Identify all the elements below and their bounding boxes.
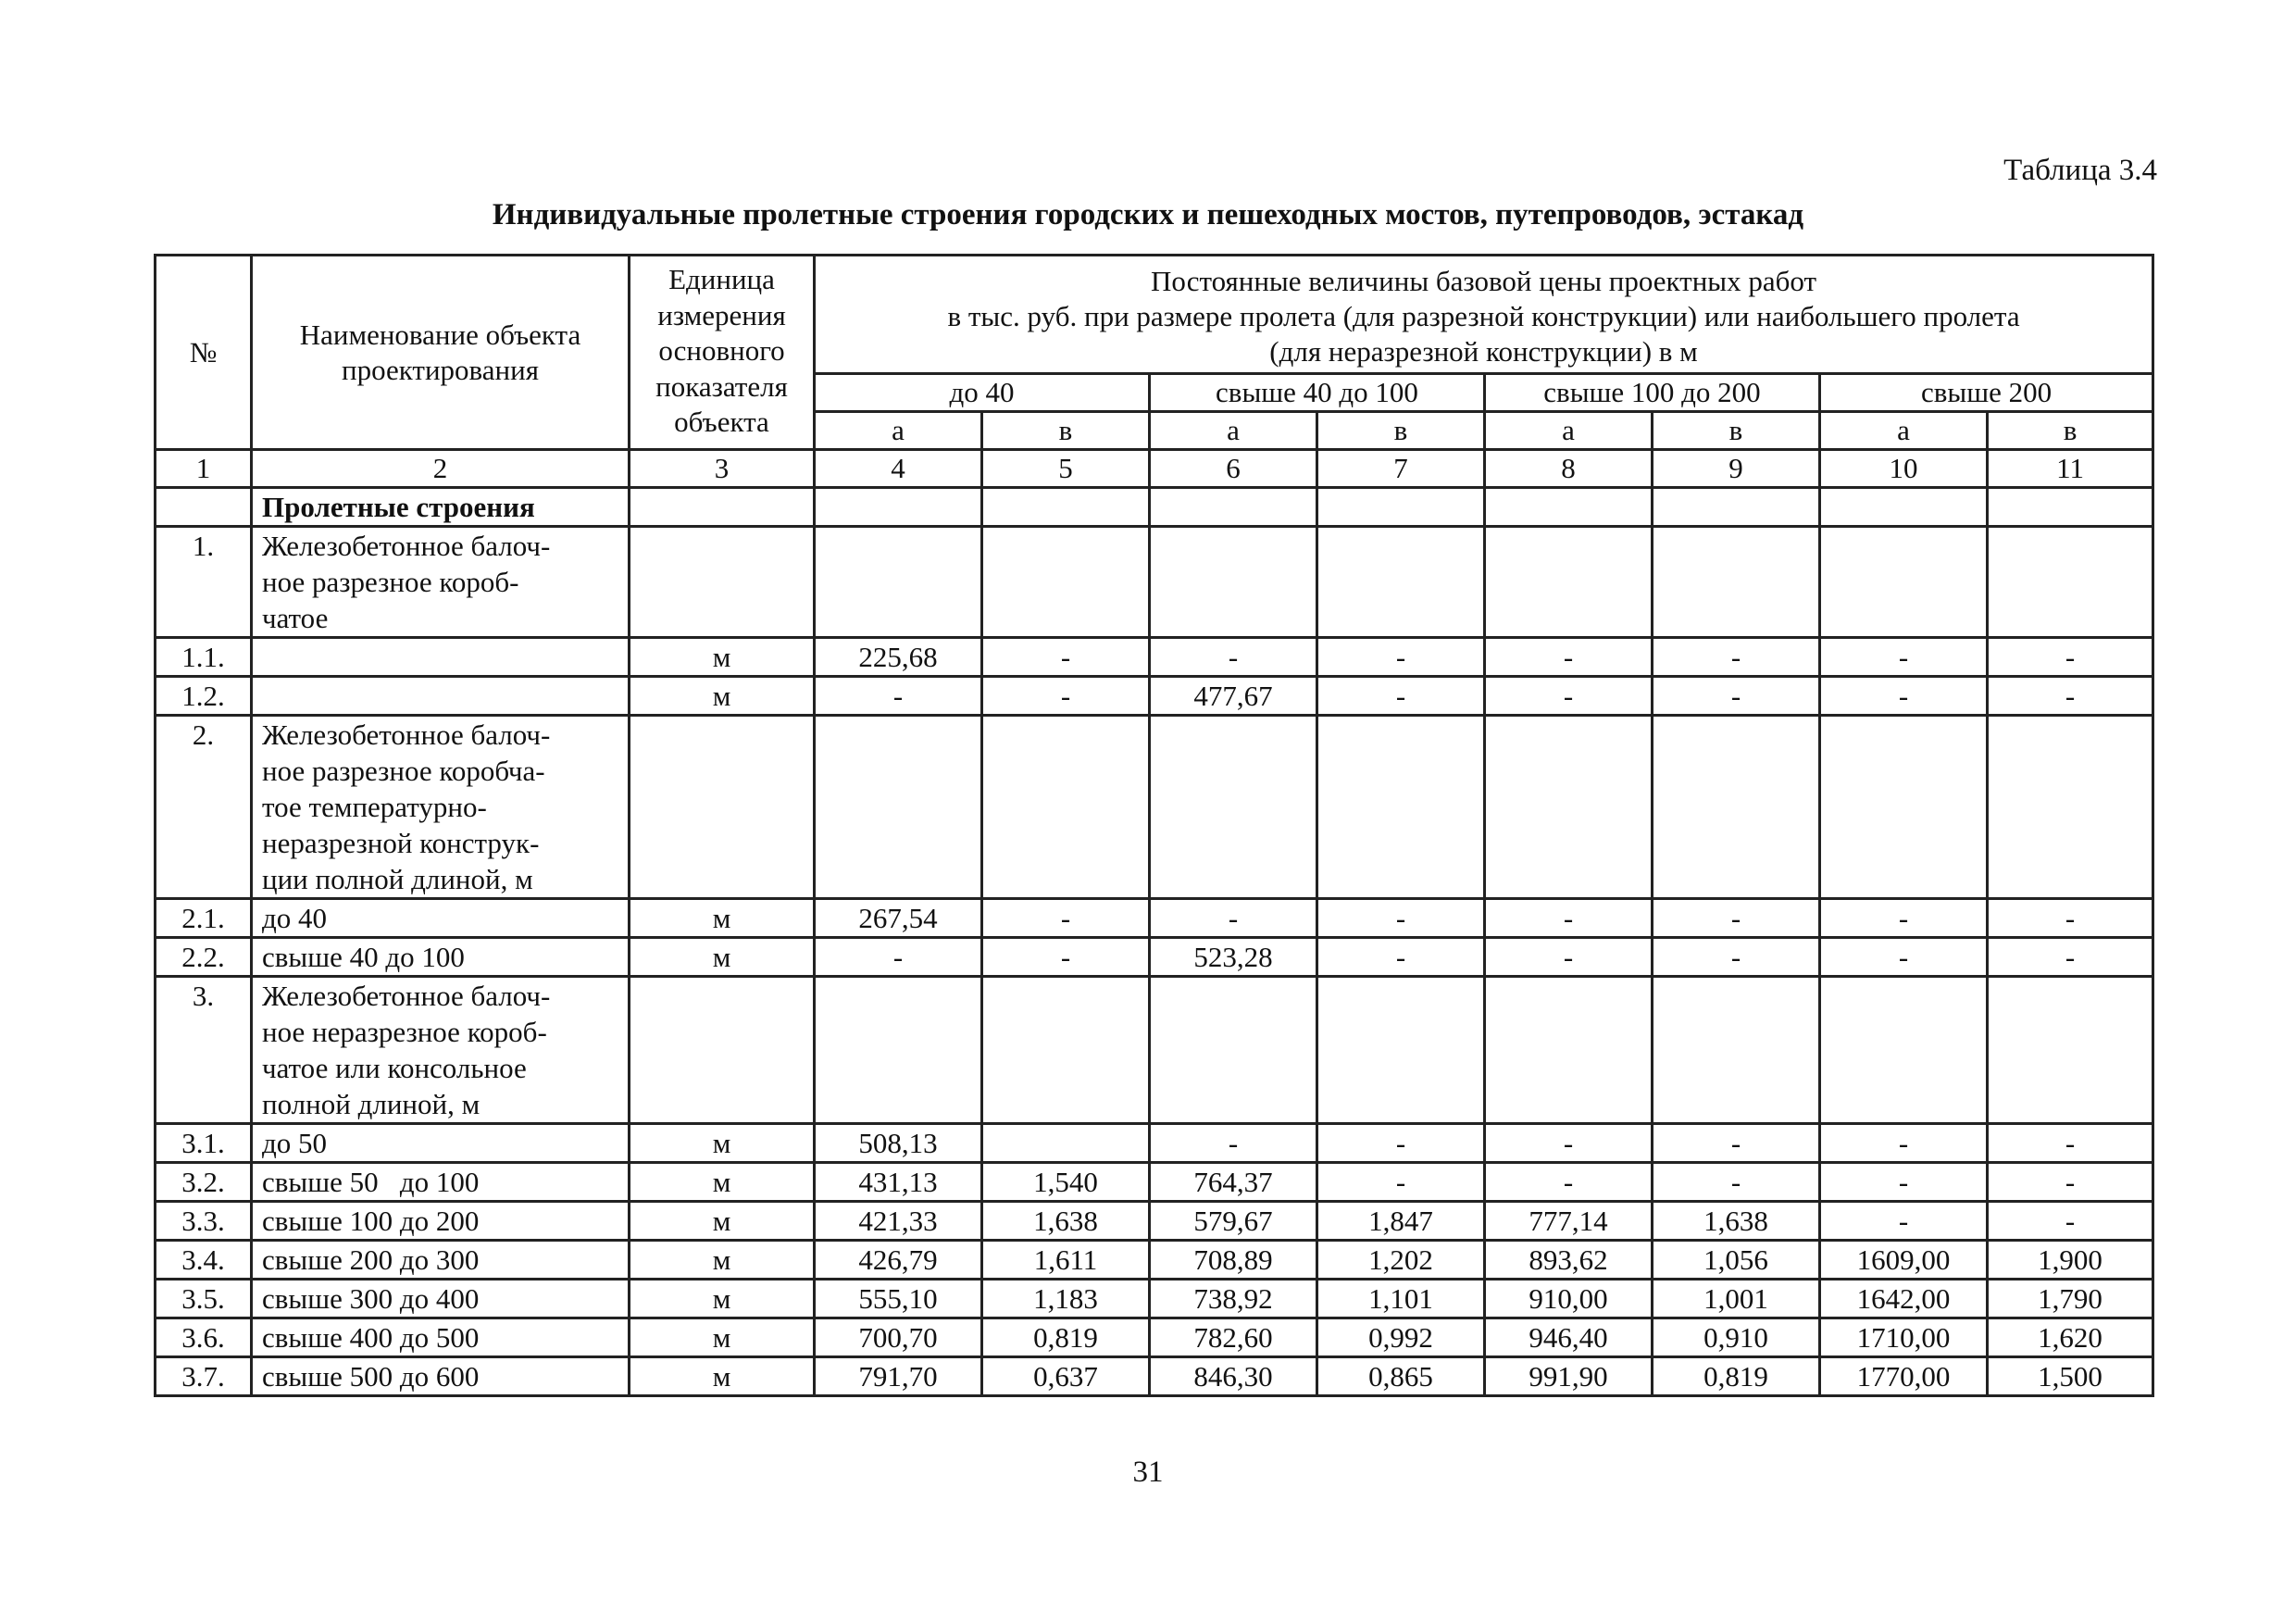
table-row	[156, 677, 2153, 716]
row-unit	[630, 716, 815, 899]
value-cell: -	[1317, 899, 1485, 938]
value-cell: 910,00	[1485, 1280, 1653, 1318]
header-ab: в	[1317, 412, 1485, 450]
row-unit: м	[630, 1357, 815, 1396]
value-cell	[1317, 716, 1485, 899]
value-cell: -	[1485, 1124, 1653, 1163]
row-unit: м	[630, 899, 815, 938]
table-row	[156, 938, 2153, 977]
row-name-line: свыше 400 до 500	[262, 1321, 480, 1354]
header-no: №	[156, 256, 252, 450]
value-cell: -	[982, 938, 1150, 977]
value-cell: -	[1988, 1202, 2153, 1241]
header-ab: а	[1485, 412, 1653, 450]
value-cell	[815, 977, 982, 1124]
row-number: 3.	[156, 977, 252, 1124]
value-cell: 421,33	[815, 1202, 982, 1241]
value-cell	[982, 527, 1150, 638]
row-name-line: свыше 40 до 100	[262, 941, 465, 973]
row-number: 3.6.	[156, 1318, 252, 1357]
col-number: 9	[1653, 450, 1820, 488]
row-unit: м	[630, 638, 815, 677]
value-cell: 555,10	[815, 1280, 982, 1318]
value-cell: -	[1653, 938, 1820, 977]
value-cell	[1150, 716, 1317, 899]
value-cell: 1,540	[982, 1163, 1150, 1202]
table-row	[156, 899, 2153, 938]
value-cell: 1,611	[982, 1241, 1150, 1280]
row-name	[252, 1357, 630, 1396]
row-number: 1.1.	[156, 638, 252, 677]
header-ab: в	[1653, 412, 1820, 450]
value-cell: -	[1820, 1124, 1988, 1163]
row-number: 1.	[156, 527, 252, 638]
value-cell: 1642,00	[1820, 1280, 1988, 1318]
value-cell: 0,637	[982, 1357, 1150, 1396]
value-cell: -	[1988, 677, 2153, 716]
value-cell	[1485, 977, 1653, 1124]
header-range: свыше 100 до 200	[1485, 374, 1820, 412]
row-number: 2.2.	[156, 938, 252, 977]
row-name-line: Железобетонное балоч-	[262, 530, 551, 562]
value-cell: 1770,00	[1820, 1357, 1988, 1396]
section-no-cell	[156, 488, 252, 527]
table-row	[156, 977, 2153, 1124]
value-cell	[1653, 527, 1820, 638]
value-cell: 700,70	[815, 1318, 982, 1357]
col-number: 11	[1988, 450, 2153, 488]
col-number: 10	[1820, 450, 1988, 488]
value-cell	[1653, 716, 1820, 899]
table-row	[156, 1280, 2153, 1318]
value-cell: -	[815, 938, 982, 977]
value-cell: -	[1150, 899, 1317, 938]
row-name	[252, 1163, 630, 1202]
value-cell: 1,638	[1653, 1202, 1820, 1241]
value-cell: -	[1988, 1163, 2153, 1202]
value-cell: 431,13	[815, 1163, 982, 1202]
col-number: 3	[630, 450, 815, 488]
value-cell: 782,60	[1150, 1318, 1317, 1357]
value-cell: 764,37	[1150, 1163, 1317, 1202]
value-cell: -	[1653, 677, 1820, 716]
row-name-line: чатое	[262, 602, 329, 634]
row-name	[252, 638, 630, 677]
value-cell: 846,30	[1150, 1357, 1317, 1396]
value-cell	[815, 716, 982, 899]
row-name	[252, 899, 630, 938]
col-number: 1	[156, 450, 252, 488]
header-ab: в	[1988, 412, 2153, 450]
row-name	[252, 1241, 630, 1280]
row-name-line	[262, 639, 618, 675]
page-number: 31	[1132, 1455, 1164, 1489]
table-row	[156, 1163, 2153, 1202]
header-row-col-numbers	[156, 450, 2153, 488]
value-cell: -	[1485, 899, 1653, 938]
row-number: 3.4.	[156, 1241, 252, 1280]
empty-cell	[1653, 488, 1820, 527]
value-cell: -	[1317, 638, 1485, 677]
row-unit: м	[630, 1163, 815, 1202]
value-cell: 1,638	[982, 1202, 1150, 1241]
empty-cell	[630, 488, 815, 527]
value-cell: 946,40	[1485, 1318, 1653, 1357]
table-row	[156, 1318, 2153, 1357]
table-title: Индивидуальные пролетные строения городских и пешеходных мостов, путепроводов, эстакад	[492, 198, 1804, 231]
header-unit	[630, 256, 815, 450]
value-cell: 0,819	[982, 1318, 1150, 1357]
header-const-line: (для неразрезной конструкции) в м	[1269, 335, 1698, 368]
header-name	[252, 256, 630, 450]
section-title: Пролетные строения	[252, 488, 630, 527]
empty-cell	[1988, 488, 2153, 527]
row-number: 3.5.	[156, 1280, 252, 1318]
value-cell: -	[1653, 899, 1820, 938]
value-cell: -	[982, 677, 1150, 716]
row-unit: м	[630, 1241, 815, 1280]
col-number: 8	[1485, 450, 1653, 488]
row-name	[252, 938, 630, 977]
table-body	[156, 527, 2153, 1396]
value-cell: 777,14	[1485, 1202, 1653, 1241]
value-cell: 1,183	[982, 1280, 1150, 1318]
row-number: 2.	[156, 716, 252, 899]
value-cell: 1,202	[1317, 1241, 1485, 1280]
price-table	[154, 254, 2154, 1397]
value-cell: -	[1485, 677, 1653, 716]
value-cell	[815, 527, 982, 638]
empty-cell	[1150, 488, 1317, 527]
col-number: 7	[1317, 450, 1485, 488]
header-const-line: Постоянные величины базовой цены проектных работ	[1151, 265, 1817, 297]
row-number: 3.3.	[156, 1202, 252, 1241]
value-cell: 991,90	[1485, 1357, 1653, 1396]
value-cell: -	[815, 677, 982, 716]
row-number: 3.2.	[156, 1163, 252, 1202]
row-name	[252, 527, 630, 638]
value-cell: -	[1485, 638, 1653, 677]
value-cell: -	[982, 638, 1150, 677]
table-label: Таблица 3.4	[2003, 154, 2157, 187]
row-name-line: чатое или консольное	[262, 1052, 527, 1084]
row-unit: м	[630, 1280, 815, 1318]
value-cell	[1988, 716, 2153, 899]
section-row	[156, 488, 2153, 527]
value-cell: 267,54	[815, 899, 982, 938]
row-name-line: неразрезной конструк-	[262, 827, 540, 859]
header-const-line: в тыс. руб. при размере пролета (для разрезной конструкции) или наибольшего пролета	[947, 300, 2020, 332]
table-row	[156, 638, 2153, 677]
row-unit: м	[630, 1202, 815, 1241]
value-cell: 1,101	[1317, 1280, 1485, 1318]
value-cell	[982, 977, 1150, 1124]
header-unit-line: основного	[658, 334, 785, 367]
value-cell: 708,89	[1150, 1241, 1317, 1280]
value-cell: 0,910	[1653, 1318, 1820, 1357]
header-name-line: Наименование объекта	[299, 318, 581, 351]
value-cell: -	[1988, 638, 2153, 677]
value-cell: -	[1653, 1124, 1820, 1163]
value-cell: -	[1317, 1124, 1485, 1163]
value-cell: 1,056	[1653, 1241, 1820, 1280]
row-unit: м	[630, 1124, 815, 1163]
value-cell: 791,70	[815, 1357, 982, 1396]
value-cell: 1,847	[1317, 1202, 1485, 1241]
row-name-line: свыше 50 до 100	[262, 1166, 480, 1198]
col-number: 2	[252, 450, 630, 488]
value-cell: 1609,00	[1820, 1241, 1988, 1280]
value-cell: -	[1988, 1124, 2153, 1163]
row-unit	[630, 977, 815, 1124]
value-cell: -	[1820, 938, 1988, 977]
table-row	[156, 1124, 2153, 1163]
header-ab: а	[815, 412, 982, 450]
value-cell: -	[1820, 1163, 1988, 1202]
value-cell	[1653, 977, 1820, 1124]
row-name-line: тое температурно-	[262, 791, 487, 823]
row-name	[252, 1280, 630, 1318]
value-cell: 477,67	[1150, 677, 1317, 716]
row-name-line: свыше 200 до 300	[262, 1243, 480, 1276]
row-name	[252, 716, 630, 899]
value-cell: 1,790	[1988, 1280, 2153, 1318]
value-cell	[1150, 977, 1317, 1124]
value-cell	[1485, 716, 1653, 899]
header-constant-values	[815, 256, 2153, 374]
row-number: 1.2.	[156, 677, 252, 716]
row-name-line: Железобетонное балоч-	[262, 980, 551, 1012]
row-unit: м	[630, 1318, 815, 1357]
row-name-line: до 40	[262, 902, 328, 934]
value-cell	[1988, 977, 2153, 1124]
value-cell	[982, 716, 1150, 899]
row-name-line	[262, 678, 618, 714]
value-cell: -	[1820, 1202, 1988, 1241]
value-cell: 508,13	[815, 1124, 982, 1163]
value-cell	[1150, 527, 1317, 638]
value-cell: -	[1820, 677, 1988, 716]
value-cell: 738,92	[1150, 1280, 1317, 1318]
value-cell	[1317, 977, 1485, 1124]
col-number: 6	[1150, 450, 1317, 488]
value-cell: 225,68	[815, 638, 982, 677]
table-row	[156, 1357, 2153, 1396]
row-number: 3.1.	[156, 1124, 252, 1163]
table-row	[156, 1241, 2153, 1280]
value-cell: -	[1653, 638, 1820, 677]
value-cell	[1485, 527, 1653, 638]
value-cell	[1820, 716, 1988, 899]
row-name-line: Железобетонное балоч-	[262, 718, 551, 751]
value-cell: 0,992	[1317, 1318, 1485, 1357]
header-name-line: проектирования	[342, 353, 539, 386]
row-unit	[630, 527, 815, 638]
row-name	[252, 1124, 630, 1163]
row-name	[252, 677, 630, 716]
row-name-line: полной длиной, м	[262, 1088, 480, 1120]
value-cell: 523,28	[1150, 938, 1317, 977]
row-name-line: свыше 300 до 400	[262, 1282, 480, 1315]
row-number: 3.7.	[156, 1357, 252, 1396]
row-name-line: свыше 500 до 600	[262, 1360, 480, 1393]
value-cell	[982, 1124, 1150, 1163]
value-cell: -	[1485, 938, 1653, 977]
row-number: 2.1.	[156, 899, 252, 938]
row-name	[252, 1202, 630, 1241]
value-cell	[1820, 977, 1988, 1124]
value-cell: 1,620	[1988, 1318, 2153, 1357]
value-cell: 893,62	[1485, 1241, 1653, 1280]
value-cell: -	[1820, 899, 1988, 938]
row-name-line: до 50	[262, 1127, 328, 1159]
row-name-line: ции полной длиной, м	[262, 863, 533, 895]
value-cell	[1820, 527, 1988, 638]
col-number: 4	[815, 450, 982, 488]
row-unit: м	[630, 677, 815, 716]
col-number: 5	[982, 450, 1150, 488]
value-cell: -	[1653, 1163, 1820, 1202]
row-name	[252, 977, 630, 1124]
header-unit-line: показателя	[655, 369, 788, 403]
value-cell: -	[1988, 899, 2153, 938]
value-cell: 1,500	[1988, 1357, 2153, 1396]
value-cell: -	[982, 899, 1150, 938]
header-row-1	[156, 256, 2153, 374]
empty-cell	[1485, 488, 1653, 527]
header-unit-line: измерения	[657, 298, 786, 331]
table-row	[156, 1202, 2153, 1241]
header-ab: в	[982, 412, 1150, 450]
header-unit-line: Единица	[668, 263, 775, 295]
value-cell: 1,900	[1988, 1241, 2153, 1280]
header-unit-line: объекта	[674, 406, 769, 438]
value-cell: -	[1820, 638, 1988, 677]
table-row	[156, 527, 2153, 638]
value-cell	[1988, 527, 2153, 638]
value-cell: -	[1150, 638, 1317, 677]
empty-cell	[815, 488, 982, 527]
row-name-line: свыше 100 до 200	[262, 1205, 480, 1237]
value-cell	[1317, 527, 1485, 638]
value-cell: -	[1317, 1163, 1485, 1202]
table-row	[156, 716, 2153, 899]
row-name-line: ное неразрезное короб-	[262, 1016, 547, 1048]
empty-cell	[1820, 488, 1988, 527]
value-cell: -	[1485, 1163, 1653, 1202]
header-ab: а	[1150, 412, 1317, 450]
empty-cell	[1317, 488, 1485, 527]
value-cell: 1710,00	[1820, 1318, 1988, 1357]
row-name	[252, 1318, 630, 1357]
value-cell: 1,001	[1653, 1280, 1820, 1318]
value-cell: 426,79	[815, 1241, 982, 1280]
row-unit: м	[630, 938, 815, 977]
value-cell: -	[1317, 677, 1485, 716]
value-cell: -	[1988, 938, 2153, 977]
row-name-line: ное разрезное коробча-	[262, 755, 545, 787]
empty-cell	[982, 488, 1150, 527]
header-range: свыше 40 до 100	[1150, 374, 1485, 412]
header-range: до 40	[815, 374, 1150, 412]
row-name-line: ное разрезное короб-	[262, 566, 519, 598]
value-cell: -	[1317, 938, 1485, 977]
value-cell: -	[1150, 1124, 1317, 1163]
value-cell: 0,865	[1317, 1357, 1485, 1396]
header-ab: а	[1820, 412, 1988, 450]
value-cell: 0,819	[1653, 1357, 1820, 1396]
header-range: свыше 200	[1820, 374, 2153, 412]
value-cell: 579,67	[1150, 1202, 1317, 1241]
